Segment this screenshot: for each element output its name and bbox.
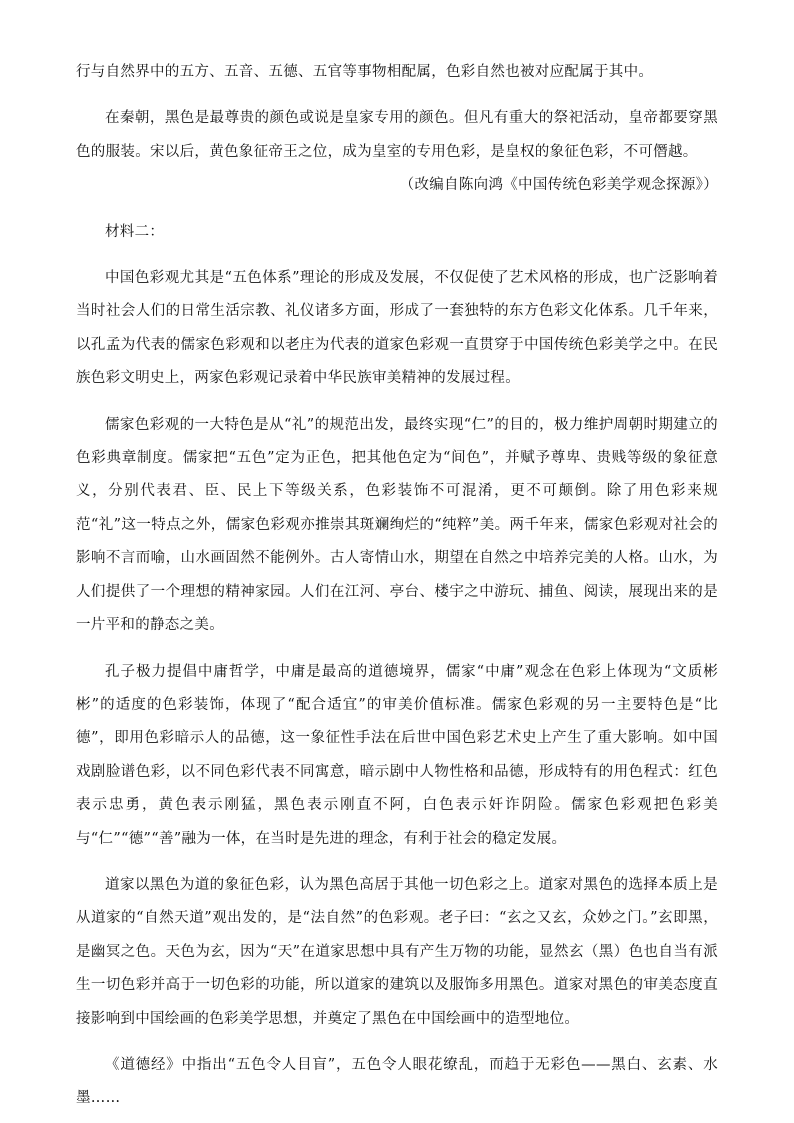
paragraph-qin-dynasty-black: 在秦朝，黑色是最尊贵的颜色或说是皇家专用的颜色。但凡有重大的祭祀活动，皇帝都要穿黑色的服装。宋以后，黄色象征帝王之位，成为皇室的专用色彩，是皇权的象征色彩，不可僭越。	[76, 110, 718, 160]
paragraph-confucian-color-view: 儒家色彩观的一大特色是从“礼”的规范出发，最终实现“仁”的目的，极力维护周朝时期建立的色彩典章制度。儒家把“五色”定为正色，把其他色定为“间色”，并赋予尊卑、贵贱等级的象征意义，分别代表君、臣、民上下等级关系，色彩装饰不可混淆，更不可颠倒。除了用色彩来规范“礼”这一特点之外，儒家色彩观亦推崇其斑斓绚烂的“纯粹”美。两千年来，儒家色彩观对社会的影响不言而喻，山水画固然不能例外。古人寄情山水，期望在自然之中培养完美的人格。山水，为人们提供了一个理想的精神家园。人们在江河、亭台、楼宇之中游玩、捕鱼、阅读，展现出来的是一片平和的静态之美。	[76, 416, 718, 634]
document-page	[76, 56, 718, 1116]
source-citation: （改编自陈向鸿《中国传统色彩美学观念探源》）	[399, 177, 718, 194]
paragraph-five-color-system: 中国色彩观尤其是“五色体系”理论的形成及发展，不仅促使了艺术风格的形成，也广泛影响着当时社会人们的日常生活宗教、礼仪诸多方面，形成了一套独特的东方色彩文化体系。几千年来，以孔孟为代表的儒家色彩观和以老庄为代表的道家色彩观一直贯穿于中国传统色彩美学之中。在民族色彩文明史上，两家色彩观记录着中华民族审美精神的发展过程。	[76, 270, 718, 387]
paragraph-confucius-doctrine-of-mean: 孔子极力提倡中庸哲学，中庸是最高的道德境界，儒家“中庸”观念在色彩上体现为“文质彬彬”的适度的色彩装饰，体现了“配合适宜”的审美价值标准。儒家色彩观的另一主要特色是“比德”，即用色彩暗示人的品德，这一象征性手法在后世中国色彩艺术史上产生了重大影响。如中国戏剧脸谱色彩，以不同色彩代表不同寓意，暗示剧中人物性格和品德，形成特有的用色程式：红色表示忠勇，黄色表示刚猛，黑色表示刚直不阿，白色表示奸诈阴险。儒家色彩观把色彩美与“仁”“德”“善”融为一体，在当时是先进的理念，有利于社会的稳定发展。	[76, 663, 718, 847]
paragraph-five-elements-continuation: 行与自然界中的五方、五音、五德、五官等事物相配属，色彩自然也被对应配属于其中。	[76, 64, 654, 80]
material-two-heading: 材料二：	[105, 223, 165, 240]
paragraph-taoist-black: 道家以黑色为道的象征色彩，认为黑色高居于其他一切色彩之上。道家对黑色的选择本质上是从道家的“自然天道”观出发的，是“法自然”的色彩观。老子曰：“玄之又玄，众妙之门。”玄即黑，是幽冥之色。天色为玄，因为“天”在道家思想中具有产生万物的功能，显然玄（黑）色也自当有派生一切色彩并高于一切色彩的功能，所以道家的建筑以及服饰多用黑色。道家对黑色的审美态度直接影响到中国绘画的色彩美学思想，并奠定了黑色在中国绘画中的造型地位。	[76, 876, 718, 1027]
paragraph-tao-te-ching: 《道德经》中指出“五色令人目盲”，五色令人眼花缭乱，而趋于无彩色——黑白、玄素、水墨……	[76, 1056, 718, 1107]
